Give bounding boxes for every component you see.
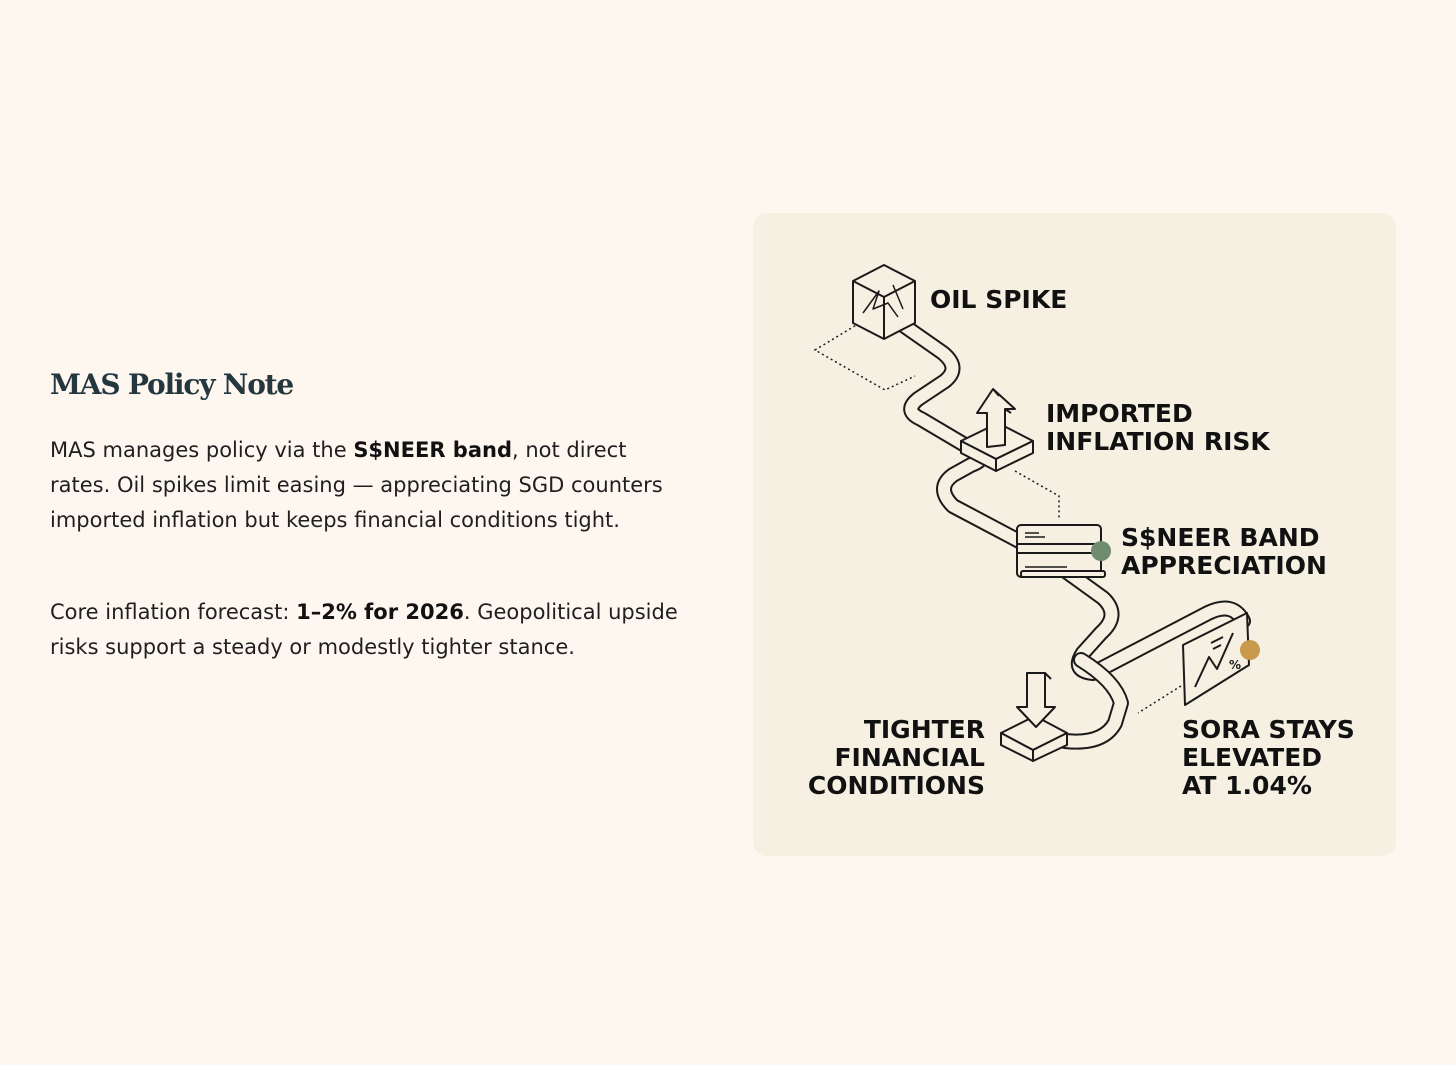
label-sora-1: SORA STAYS bbox=[1182, 715, 1355, 744]
up-arrow-box-icon bbox=[961, 389, 1033, 471]
label-tighter-1: TIGHTER bbox=[863, 715, 985, 744]
label-sora-3: AT 1.04% bbox=[1182, 771, 1312, 800]
label-sora-2: ELEVATED bbox=[1182, 743, 1323, 772]
down-arrow-box-icon bbox=[1001, 673, 1067, 761]
policy-text-1: MAS manages policy via the bbox=[50, 438, 354, 462]
label-tighter-2: FINANCIAL bbox=[834, 743, 985, 772]
label-imported-2: INFLATION RISK bbox=[1046, 427, 1270, 456]
diagram-svg bbox=[753, 213, 1396, 856]
card-percent-sign: % bbox=[1229, 658, 1242, 672]
label-tighter-3: CONDITIONS bbox=[807, 771, 985, 800]
forecast-text-2: . Geopolitical upside risks support a steady or modestly tighter stance. bbox=[50, 600, 678, 659]
sneer-green-dot bbox=[1091, 541, 1111, 561]
label-imported-1: IMPORTED bbox=[1046, 399, 1193, 428]
sora-gold-dot bbox=[1240, 640, 1260, 660]
forecast-bold-range: 1–2% for 2026 bbox=[296, 600, 464, 624]
policy-bold-sneer: S$NEER band bbox=[353, 438, 512, 462]
transmission-diagram bbox=[753, 213, 1396, 856]
note-title: MAS Policy Note bbox=[50, 368, 294, 401]
policy-text-2: , not direct rates. Oil spikes limit easing — appreciating SGD counters imported inflation but keeps financial conditions tight. bbox=[50, 438, 663, 532]
forecast-paragraph bbox=[50, 595, 690, 665]
oil-cube-icon bbox=[853, 265, 915, 339]
label-oil-spike: OIL SPIKE bbox=[930, 285, 1068, 314]
label-sneer-1: S$NEER BAND bbox=[1121, 523, 1320, 552]
forecast-text-1: Core inflation forecast: bbox=[50, 600, 297, 624]
label-sneer-2: APPRECIATION bbox=[1121, 551, 1327, 580]
policy-paragraph bbox=[50, 433, 690, 538]
